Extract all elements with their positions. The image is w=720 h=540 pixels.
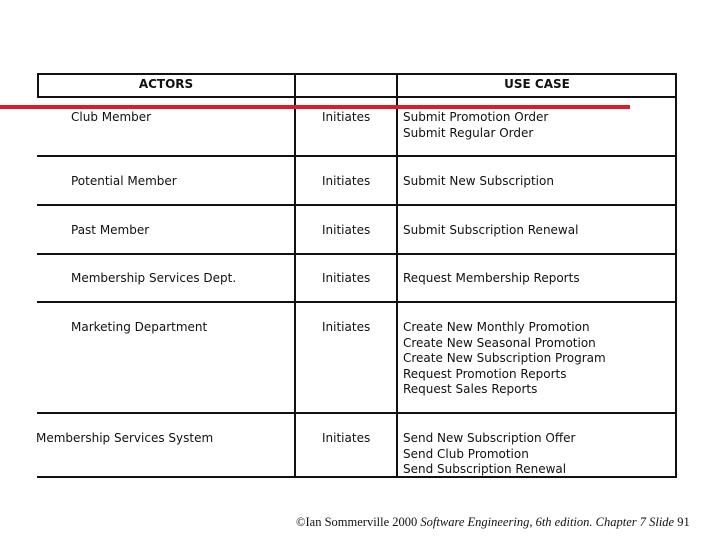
actor-cell: Marketing Department <box>71 320 208 334</box>
copyright: ©Ian Sommerville 2000 <box>296 515 418 529</box>
column-divider <box>396 73 398 478</box>
relation-cell: Initiates <box>322 110 371 124</box>
use-case-cell: Request Membership Reports <box>403 271 580 285</box>
use-case-cell: Send New Subscription Offer Send Club Promotion Send Subscription Renewal <box>403 431 576 476</box>
actor-cell: Potential Member <box>71 174 177 188</box>
slide-number: 91 <box>677 515 690 529</box>
accent-line <box>0 105 630 109</box>
header-use-case: USE CASE <box>504 77 570 91</box>
relation-cell: Initiates <box>322 271 371 285</box>
row-divider <box>37 204 677 206</box>
relation-cell: Initiates <box>322 174 371 188</box>
row-divider <box>37 253 677 255</box>
slide-footer <box>296 515 690 530</box>
book-title: Software Engineering, 6th edition. Chapter 7 <box>420 515 646 529</box>
actor-cell: Membership Services Dept. <box>71 271 237 285</box>
relation-cell: Initiates <box>322 223 371 237</box>
use-case-cell: Submit Promotion Order Submit Regular Order <box>403 110 549 140</box>
use-case-cell: Submit New Subscription <box>403 174 554 188</box>
row-divider <box>37 155 677 157</box>
table-border-bottom <box>37 476 677 478</box>
use-case-cell: Submit Subscription Renewal <box>403 223 579 237</box>
row-divider <box>37 301 677 303</box>
header-divider <box>37 96 677 98</box>
header-actors: ACTORS <box>138 77 194 91</box>
column-divider <box>294 73 296 478</box>
table-border-right <box>675 73 677 478</box>
table-border-top <box>37 73 677 75</box>
actor-cell: Past Member <box>71 223 150 237</box>
actor-cell: Membership Services System <box>36 431 214 445</box>
slide-label: Slide <box>649 515 675 529</box>
relation-cell: Initiates <box>322 431 371 445</box>
actor-cell: Club Member <box>71 110 152 124</box>
use-case-cell: Create New Monthly Promotion Create New Seasonal Promotion Create New Subscription Program Request Promotion Reports Request Sales Reports <box>403 320 606 396</box>
relation-cell: Initiates <box>322 320 371 334</box>
row-divider <box>37 412 677 414</box>
